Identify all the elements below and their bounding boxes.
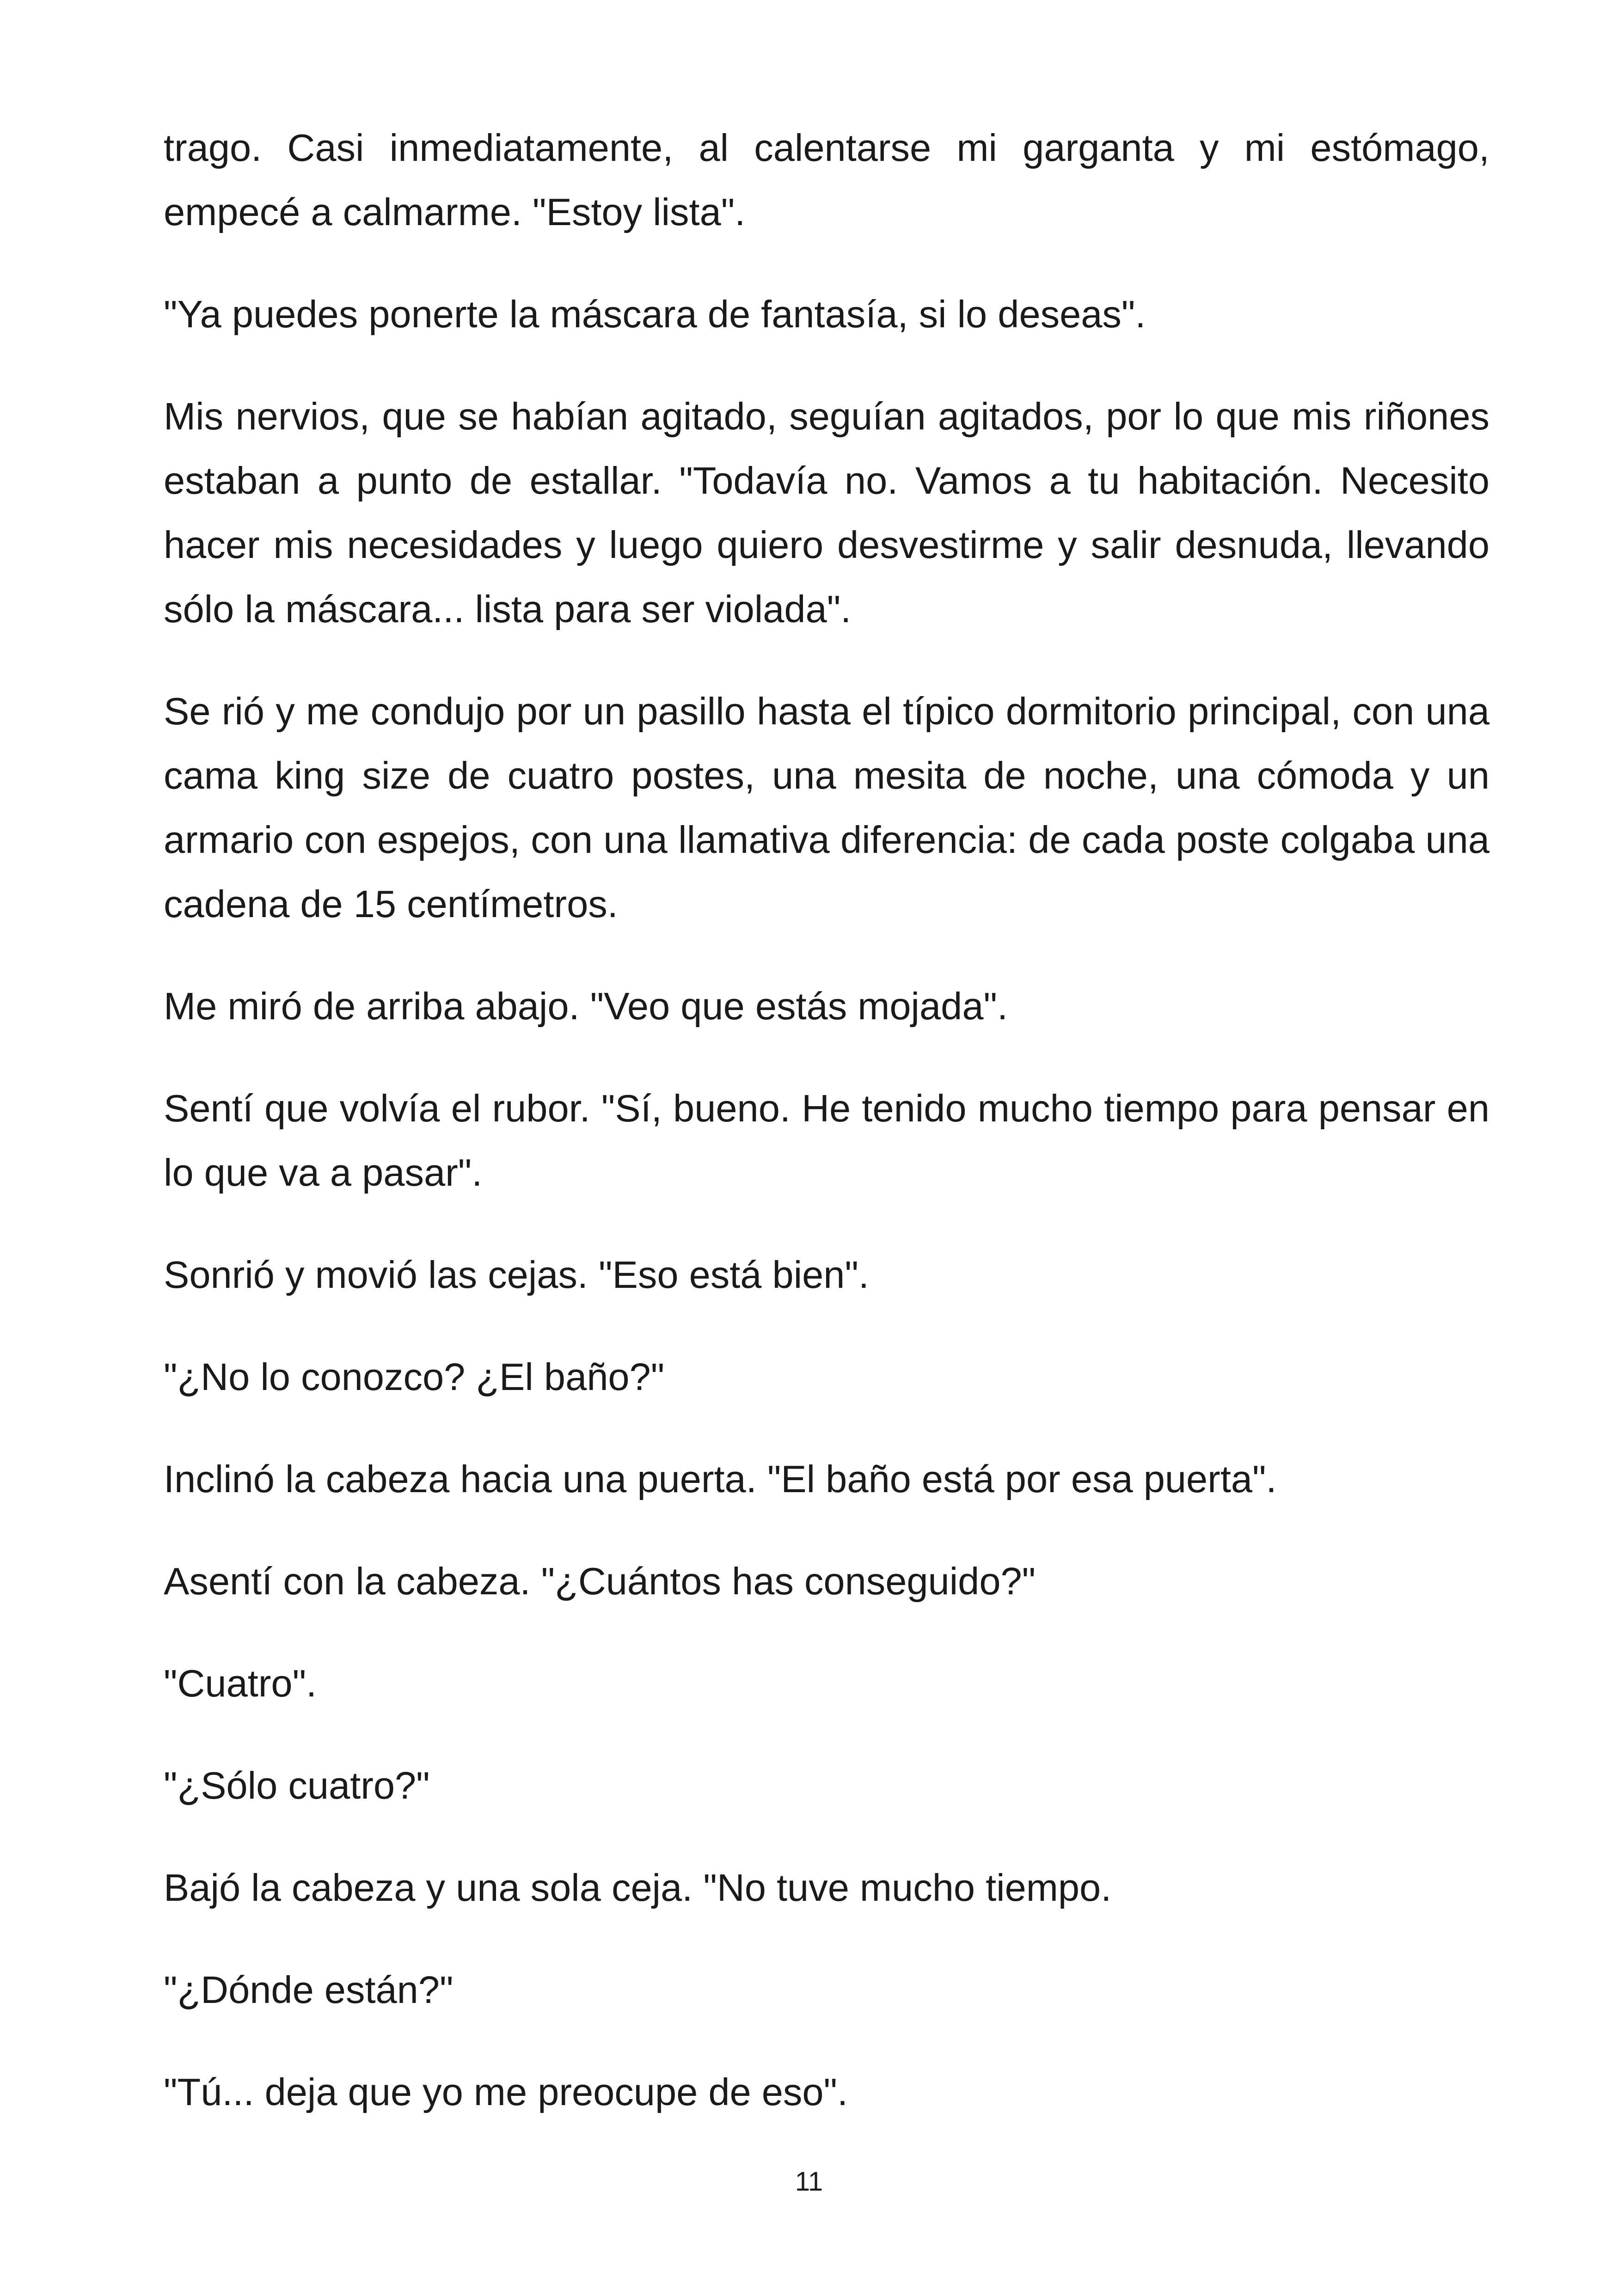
paragraph: Inclinó la cabeza hacia una puerta. "El baño está por esa puerta". [164, 1457, 1277, 1500]
paragraph: "¿Dónde están?" [164, 1968, 454, 2011]
paragraph: Bajó la cabeza y una sola ceja. "No tuve mucho tiempo. [164, 1866, 1112, 1909]
paragraph: "¿Sólo cuatro?" [164, 1764, 430, 1807]
paragraph: "Tú... deja que yo me preocupe de eso". [164, 2070, 848, 2113]
paragraph: Mis nervios, que se habían agitado, seguían agitados, por lo que mis riñones estaban a punto de estallar. "Todavía no. Vamos a tu habitación. Necesito hacer mis necesidades y luego quiero desvestirme y salir desnuda, llevando sólo la máscara... lista para ser violada". [164, 395, 1489, 631]
paragraph: "Ya puedes ponerte la máscara de fantasía, si lo deseas". [164, 293, 1146, 336]
paragraph: "Cuatro". [164, 1662, 317, 1705]
paragraph: "¿No lo conozco? ¿El baño?" [164, 1355, 665, 1398]
body-text [164, 116, 1489, 2162]
paragraph: trago. Casi inmediatamente, al calentarse mi garganta y mi estómago, empecé a calmarme. "Estoy lista". [164, 126, 1489, 233]
paragraph: Sonrió y movió las cejas. "Eso está bien". [164, 1253, 869, 1296]
paragraph: Se rió y me condujo por un pasillo hasta el típico dormitorio principal, con una cama king size de cuatro postes, una mesita de noche, una cómoda y un armario con espejos, con una llamativa diferencia: de cada poste colgaba una cadena de 15 centímetros. [164, 690, 1489, 925]
paragraph: Sentí que volvía el rubor. "Sí, bueno. He tenido mucho tiempo para pensar en lo que va a pasar". [164, 1087, 1489, 1194]
paragraph: Asentí con la cabeza. "¿Cuántos has conseguido?" [164, 1560, 1036, 1603]
page-number: 11 [795, 2167, 823, 2197]
paragraph: Me miró de arriba abajo. "Veo que estás mojada". [164, 985, 1008, 1028]
